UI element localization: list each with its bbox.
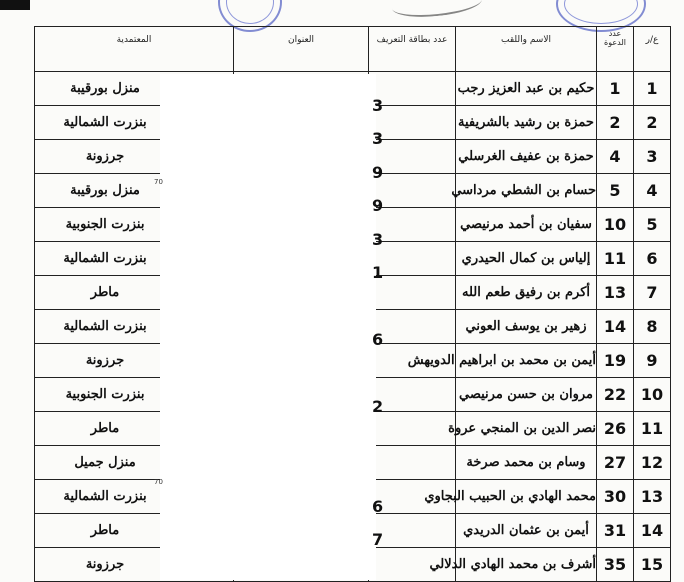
person-name: محمد الهادي بن الحبيب البجاوي xyxy=(456,480,597,514)
person-name: أكرم بن رفيق طعم الله xyxy=(456,276,597,310)
id-digit-fragment: 3 xyxy=(372,96,384,115)
id-digit-fragment: 3 xyxy=(372,129,384,149)
id-digit-fragment: 7 xyxy=(372,530,384,550)
header-name: الاسم واللقب xyxy=(456,27,597,72)
person-name: حكيم بن عبد العزيز رجب xyxy=(456,72,597,106)
corner-mark xyxy=(0,0,30,10)
municipality: ماطر xyxy=(35,412,234,446)
redaction-overlay xyxy=(160,74,376,580)
row-number: 2 xyxy=(634,106,671,140)
municipality: بنزرت الشمالية xyxy=(35,242,234,276)
invitation-count: 31 xyxy=(597,514,634,548)
row-number: 14 xyxy=(634,514,671,548)
invitation-count: 1 xyxy=(597,72,634,106)
header-address: العنوان xyxy=(234,27,369,72)
header-count: عدد الدعوة xyxy=(597,27,634,72)
table-header-row xyxy=(35,27,671,72)
person-name: أشرف بن محمد الهادي الدلالي xyxy=(456,548,597,582)
row-number: 9 xyxy=(634,344,671,378)
id-digit-fragment: 9 xyxy=(372,162,384,182)
municipality: ماطر xyxy=(35,514,234,548)
row-number: 11 xyxy=(634,412,671,446)
row-number: 15 xyxy=(634,548,671,582)
person-name: حمزة بن عفيف الغرسلي xyxy=(456,140,597,174)
invitation-count: 26 xyxy=(597,412,634,446)
municipality: منزل بورقيبة xyxy=(35,174,234,208)
municipality: بنزرت الجنوبية xyxy=(35,208,234,242)
invitation-count: 2 xyxy=(597,106,634,140)
id-digit-fragment: 6 xyxy=(372,329,384,349)
row-number: 7 xyxy=(634,276,671,310)
invitation-count: 11 xyxy=(597,242,634,276)
municipality: جرزونة xyxy=(35,344,234,378)
invitation-count: 27 xyxy=(597,446,634,480)
invitation-count: 19 xyxy=(597,344,634,378)
municipality: منزل جميل xyxy=(35,446,234,480)
side-note: 70 xyxy=(154,478,163,486)
header-municipality: المعتمدية xyxy=(35,27,234,72)
municipality: بنزرت الجنوبية xyxy=(35,378,234,412)
id-digit-fragment: 3 xyxy=(372,229,384,249)
row-number: 12 xyxy=(634,446,671,480)
side-note: 70 xyxy=(154,178,163,186)
invitation-count: 35 xyxy=(597,548,634,582)
row-number: 6 xyxy=(634,242,671,276)
person-name: أيمن بن عثمان الدريدي xyxy=(456,514,597,548)
id-card-number xyxy=(369,412,456,446)
invitation-count: 14 xyxy=(597,310,634,344)
person-name: وسام بن محمد صرخة xyxy=(456,446,597,480)
municipality: منزل بورقيبة xyxy=(35,72,234,106)
id-digit-fragment: 1 xyxy=(372,263,384,282)
invitation-count: 13 xyxy=(597,276,634,310)
invitation-count: 4 xyxy=(597,140,634,174)
person-name: أيمن بن محمد بن ابراهيم الدويهش xyxy=(456,344,597,378)
signature xyxy=(391,0,483,21)
id-card-number xyxy=(369,446,456,480)
row-number: 5 xyxy=(634,208,671,242)
person-name: حسام بن الشطي مرداسي xyxy=(456,174,597,208)
invitation-count: 22 xyxy=(597,378,634,412)
row-number: 13 xyxy=(634,480,671,514)
invitation-count: 5 xyxy=(597,174,634,208)
municipality: جرزونة xyxy=(35,548,234,582)
row-number: 3 xyxy=(634,140,671,174)
id-digit-fragment: 9 xyxy=(372,196,384,216)
municipality: بنزرت الشمالية xyxy=(35,106,234,140)
id-digit-fragment: 6 xyxy=(372,496,384,516)
header-id: عدد بطاقة التعريف xyxy=(369,27,456,72)
person-name: إلياس بن كمال الحيدري xyxy=(456,242,597,276)
municipality: ماطر xyxy=(35,276,234,310)
invitation-count: 30 xyxy=(597,480,634,514)
header-num: ع/ر xyxy=(634,27,671,72)
person-name: حمزة بن رشيد بالشريفية xyxy=(456,106,597,140)
person-name: زهير بن يوسف العوني xyxy=(456,310,597,344)
invitation-count: 10 xyxy=(597,208,634,242)
row-number: 1 xyxy=(634,72,671,106)
municipality: بنزرت الشمالية xyxy=(35,480,234,514)
row-number: 4 xyxy=(634,174,671,208)
row-number: 10 xyxy=(634,378,671,412)
municipality: جرزونة xyxy=(35,140,234,174)
row-number: 8 xyxy=(634,310,671,344)
municipality: بنزرت الشمالية xyxy=(35,310,234,344)
person-name: مروان بن حسن مرنيصي xyxy=(456,378,597,412)
id-digit-fragment: 2 xyxy=(372,396,384,416)
person-name: نصر الدين بن المنجي عروة xyxy=(456,412,597,446)
person-name: سفيان بن أحمد مرنيصي xyxy=(456,208,597,242)
